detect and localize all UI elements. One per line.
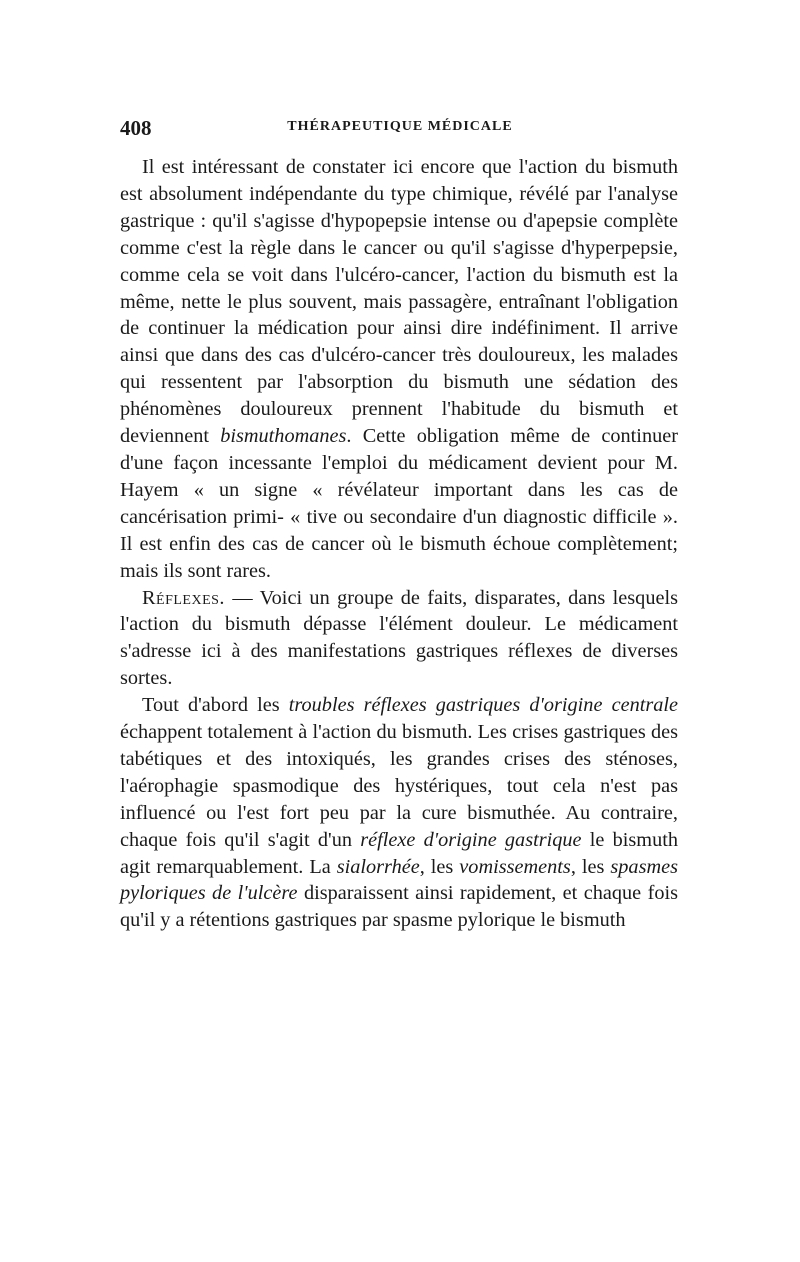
paragraph-3-text-5: , les: [570, 855, 605, 878]
paragraph-2: [120, 585, 678, 693]
paragraph-3-text-6: disparaissent ainsi rapidement, et chaque fois qu'il y a rétentions gastriques par spasme pylorique le bismuth: [120, 882, 678, 932]
paragraph-3: [120, 692, 678, 934]
paragraph-3-italic-4: vomissements: [459, 855, 571, 878]
paragraph-3-italic-3: sialorrhée: [336, 855, 420, 878]
paragraph-1-text: Il est intéressant de constater ici encore que l'action du bismuth est absolument indépendante du type chimique, révélé par l'analyse gastrique : qu'il s'agisse d'hypopepsie intense ou d'apepsie complète comme c'est la règle dans le cancer ou qu'il s'agisse d'hyperpepsie, comme cela se voit dans l'ulcéro-cancer, l'action du bismuth est la même, nette le plus souvent, mais passagère, entraînant l'obligation de continuer la médication pour ainsi dire indéfiniment. Il arrive ainsi que dans des cas d'ulcéro-cancer très douloureux, les malades qui ressentent par l'absorption du bismuth une sédation des phénomènes douloureux prennent l'habitude du bismuth et deviennent: [120, 156, 678, 448]
paragraph-3-text-2: échappent totalement à l'action du bismuth. Les crises gastriques des tabétiques et des intoxiqués, les grandes crises des sténoses, l'aérophagie spasmodique des hystériques, tout cela n'est pas influencé ou l'est fort peu par la cure bismuthée. Au contraire, chaque fois qu'il s'agit d'un: [120, 721, 678, 851]
paragraph-3-text-4: , les: [419, 855, 454, 878]
page-header: [120, 116, 680, 142]
paragraph-1-text-2: . Cette obligation même de continuer d'une façon incessante l'emploi du médicament devient pour M. Hayem « un signe « révélateur important dans les cas de cancérisation primi- « tive ou secondaire d'un diagnostic difficile ». Il est enfin des cas de cancer où le bismuth échoue complètement; mais ils sont rares.: [120, 425, 678, 582]
running-head: THÉRAPEUTIQUE MÉDICALE: [287, 119, 513, 134]
section-heading-reflexes: Réflexes.: [142, 586, 225, 609]
paragraph-3-italic-2: réflexe d'origine gastrique: [360, 828, 582, 851]
paragraph-3-italic-5: spasmes pyloriques de l'ulcère: [120, 855, 678, 905]
body-text: [120, 154, 678, 934]
paragraph-1-italic: bismuthomanes: [220, 425, 347, 448]
paragraph-1: [120, 154, 678, 585]
paragraph-3-text: Tout d'abord les: [142, 694, 280, 717]
paragraph-3-italic-1: troubles réflexes gastriques d'origine centrale: [288, 694, 679, 717]
paragraph-3-text-3: le bismuth agit remarquablement. La: [120, 828, 678, 878]
page-number: 408: [120, 116, 152, 140]
paragraph-2-text: — Voici un groupe de faits, disparates, dans lesquels l'action du bismuth dépasse l'élément douleur. Le médicament s'adresse ici à des manifestations gastriques réflexes de diverses sortes.: [120, 586, 678, 690]
